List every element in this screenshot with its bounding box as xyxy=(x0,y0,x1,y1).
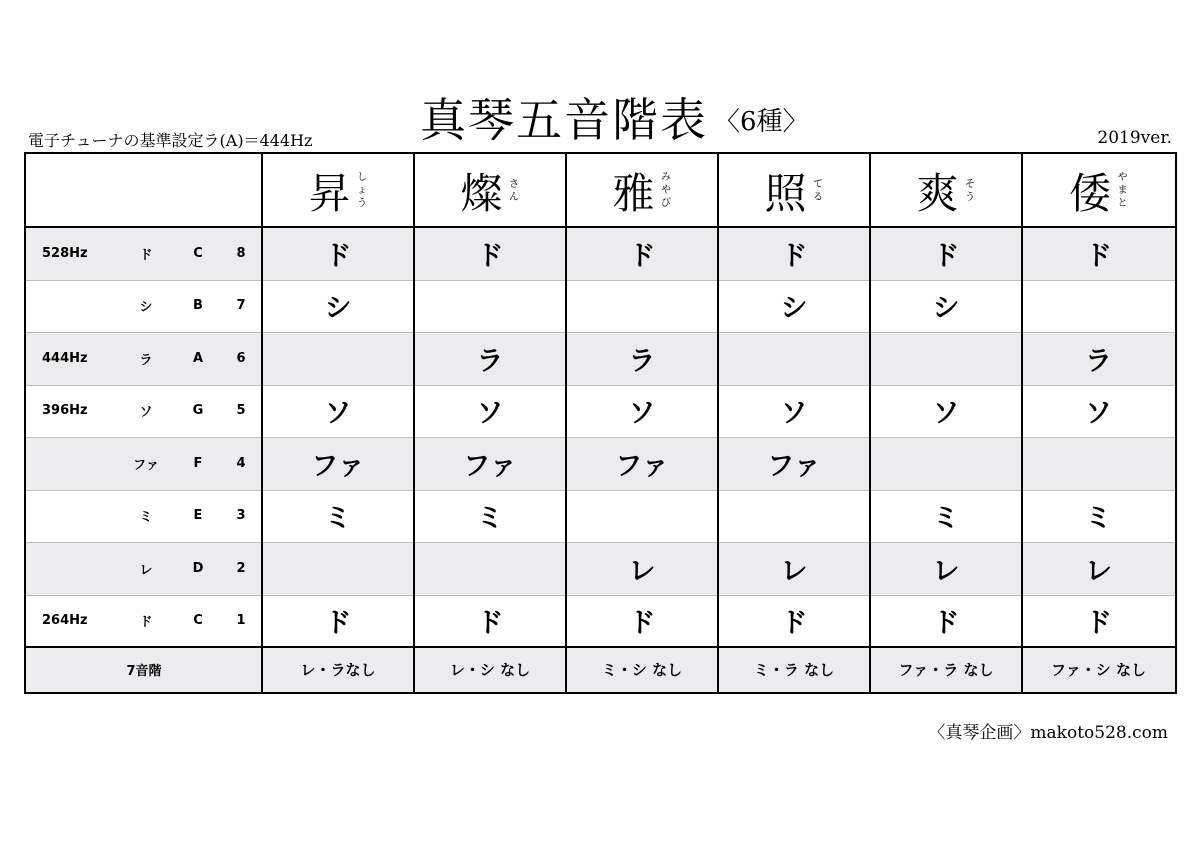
scale-column-header xyxy=(262,154,414,227)
note-cell: ド xyxy=(324,608,352,640)
note-cell: ソ xyxy=(476,398,504,430)
note-cell: シ xyxy=(932,293,960,325)
note-cell: ド xyxy=(780,608,808,640)
note-cell: ファ xyxy=(463,450,517,482)
note-cell: ラ xyxy=(476,345,504,377)
footer-credit: 〈真琴企画〉makoto528.com xyxy=(928,723,1168,743)
note-cell: ド xyxy=(476,608,504,640)
note-cell: ド xyxy=(932,240,960,272)
note-cell: ファ xyxy=(615,450,669,482)
note-cell xyxy=(1022,437,1175,490)
note-number: 5 xyxy=(236,403,246,419)
omitted-notes: ミ・ラ なし xyxy=(753,661,835,679)
note-cell: ド xyxy=(1085,608,1112,640)
scale-name: 倭 xyxy=(1068,168,1111,218)
scale-name: 昇 xyxy=(308,168,351,218)
frequency-label xyxy=(42,542,102,595)
note-kana: ファ xyxy=(133,457,159,473)
scale-name: 照 xyxy=(764,168,807,218)
note-cell xyxy=(262,542,414,595)
note-cell xyxy=(718,332,870,385)
page-title xyxy=(420,84,809,150)
frequency-label xyxy=(42,280,102,333)
scale-column-header xyxy=(718,154,870,227)
note-cell: ド xyxy=(324,240,352,272)
scale-reading: やまと xyxy=(1117,172,1128,209)
note-cell: ソ xyxy=(1085,398,1112,430)
note-kana: ミ xyxy=(139,510,153,526)
note-cell: ソ xyxy=(932,398,960,430)
note-cell: ソ xyxy=(628,398,656,430)
omitted-notes: レ・シ なし xyxy=(449,661,531,679)
scale-column-header xyxy=(566,154,718,227)
note-cell: ファ xyxy=(767,450,821,482)
frequency-label: 444Hz xyxy=(42,350,88,366)
note-cell xyxy=(566,490,718,543)
omitted-notes: ファ・シ なし xyxy=(1051,661,1146,679)
note-number: 3 xyxy=(236,508,246,524)
note-cell: ド xyxy=(476,240,504,272)
note-cell: レ xyxy=(1085,555,1112,587)
scale-table xyxy=(24,152,1177,694)
scale-column-header xyxy=(414,154,566,227)
note-cell: ド xyxy=(628,240,656,272)
note-cell xyxy=(718,490,870,543)
note-letter: E xyxy=(193,508,203,524)
note-cell xyxy=(870,332,1022,385)
note-letter: B xyxy=(193,298,203,314)
scale-reading: さん xyxy=(509,178,519,203)
scale-reading: しょう xyxy=(357,172,367,209)
note-number: 6 xyxy=(236,350,246,366)
note-cell xyxy=(1022,280,1175,333)
note-number: 2 xyxy=(236,560,246,576)
scale-name: 爽 xyxy=(916,168,959,218)
omitted-notes: ファ・ラ なし xyxy=(898,661,994,679)
omitted-notes: ミ・シ なし xyxy=(601,661,683,679)
note-number: 8 xyxy=(236,245,246,261)
version-label: 2019ver. xyxy=(1097,128,1172,148)
scale-column-header xyxy=(1022,154,1175,227)
tuner-reference-note: 電子チューナの基準設定ラ(A)＝444Hz xyxy=(28,131,313,150)
note-letter: D xyxy=(192,560,204,576)
note-kana: シ xyxy=(139,300,153,316)
note-cell xyxy=(414,280,566,333)
title-subtitle: 〈6種〉 xyxy=(714,107,809,137)
title-text: 真琴五音階表 xyxy=(420,93,708,147)
note-cell: ミ xyxy=(324,503,352,535)
note-number: 7 xyxy=(236,298,246,314)
note-cell: ミ xyxy=(476,503,504,535)
note-cell: レ xyxy=(932,555,960,587)
note-cell: ラ xyxy=(1085,345,1112,377)
note-cell xyxy=(262,332,414,385)
note-kana: レ xyxy=(139,562,153,578)
note-cell: ファ xyxy=(311,450,365,482)
note-cell: シ xyxy=(780,293,808,325)
note-cell: ソ xyxy=(780,398,808,430)
note-cell xyxy=(870,437,1022,490)
scale-name: 雅 xyxy=(612,168,655,218)
frequency-label xyxy=(42,490,102,543)
note-number: 1 xyxy=(236,613,246,629)
note-cell: ド xyxy=(1085,240,1112,272)
note-cell: ド xyxy=(932,608,960,640)
note-cell xyxy=(566,280,718,333)
scale-column-header xyxy=(870,154,1022,227)
note-cell: ソ xyxy=(324,398,352,430)
scale-reading: みやび xyxy=(661,172,671,209)
frequency-label xyxy=(42,437,102,490)
note-number: 4 xyxy=(236,455,246,471)
frequency-label: 264Hz xyxy=(42,613,88,629)
note-cell: ラ xyxy=(628,345,656,377)
frequency-note-header xyxy=(26,154,262,227)
note-cell: レ xyxy=(780,555,808,587)
note-cell: ド xyxy=(780,240,808,272)
note-kana: ラ xyxy=(139,352,153,368)
note-letter: F xyxy=(193,455,203,471)
scale-reading: てる xyxy=(813,178,823,203)
note-letter: C xyxy=(193,613,203,629)
note-cell xyxy=(414,542,566,595)
note-cell: ミ xyxy=(1085,503,1112,535)
note-cell: シ xyxy=(324,293,352,325)
omitted-notes: レ・ラなし xyxy=(300,661,376,679)
scale-reading: そう xyxy=(965,178,975,203)
seven-scale-label: 7音階 xyxy=(126,664,162,679)
frequency-label: 396Hz xyxy=(42,403,88,419)
note-cell: ミ xyxy=(932,503,960,535)
note-letter: C xyxy=(193,245,203,261)
scale-name: 燦 xyxy=(460,168,503,218)
note-kana: ド xyxy=(139,247,153,263)
note-kana: ド xyxy=(139,615,153,631)
note-cell: レ xyxy=(628,555,656,587)
note-kana: ソ xyxy=(139,405,153,421)
note-letter: G xyxy=(192,403,204,419)
frequency-label: 528Hz xyxy=(42,245,88,261)
note-cell: ド xyxy=(628,608,656,640)
note-letter: A xyxy=(192,350,204,366)
